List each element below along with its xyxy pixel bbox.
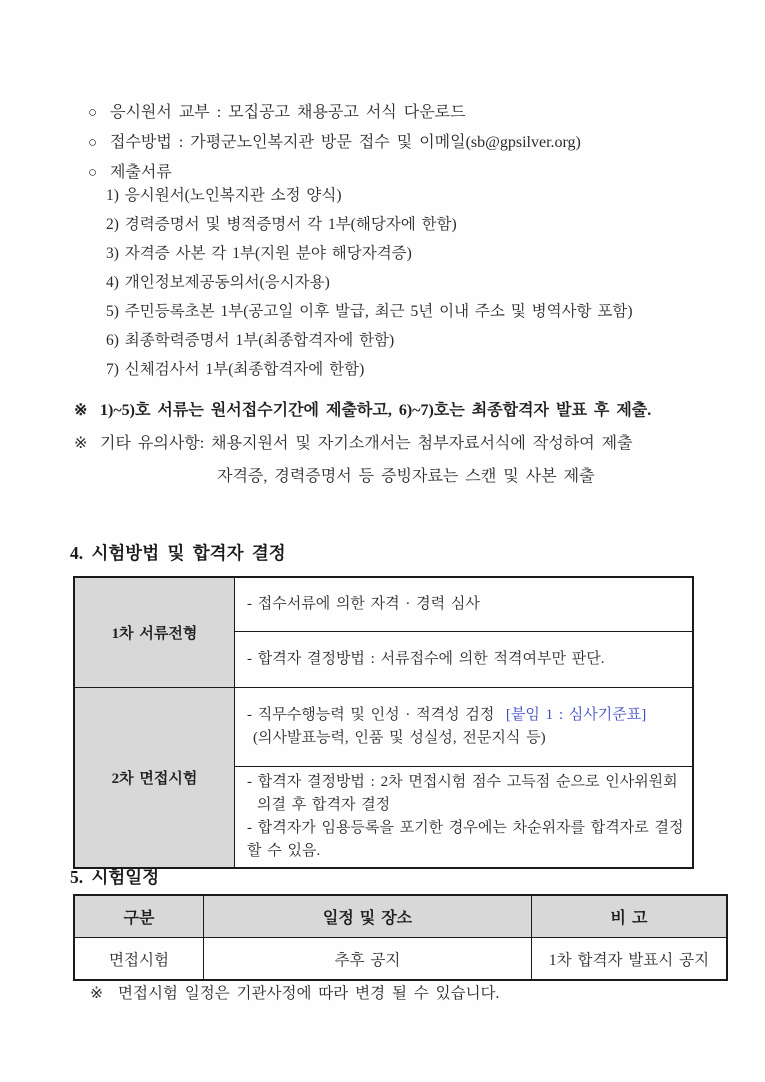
row-label-interview: 2차 면접시험 <box>74 688 235 869</box>
decision-line: 의결 후 합격자 결정 <box>257 797 391 813</box>
circle-bullet-icon: ○ <box>88 105 98 121</box>
asterisk-marker-icon: ※ <box>74 402 88 419</box>
asterisk-marker-icon: ※ <box>74 435 88 452</box>
interview-criteria-detail: (의사발표능력, 인품 및 성실성, 전문지식 등) <box>253 730 546 746</box>
note-text: 기타 유의사항: 채용지원서 및 자기소개서는 첨부자료서식에 작성하여 제출 <box>100 435 633 452</box>
schedule-note <box>90 984 499 1004</box>
note-continuation: 자격증, 경력증명서 등 증빙자료는 스캔 및 사본 제출 <box>217 468 595 485</box>
list-item <box>88 128 581 158</box>
cell-screening-decision: - 합격자 결정방법 : 서류접수에 의한 적격여부만 판단. <box>235 632 694 688</box>
cell-interview-criteria <box>235 688 694 767</box>
cell-interview-decision <box>235 767 694 869</box>
criteria-text: - 직무수행능력 및 인성 · 적격성 검정 <box>247 707 495 723</box>
list-item: 2) 경력증명서 및 병적증명서 각 1부(해당자에 한함) <box>106 216 457 233</box>
section4-title: 4. 시험방법 및 합격자 결정 <box>70 543 286 563</box>
row-label-first-screening: 1차 서류전형 <box>74 577 235 688</box>
cell-screening-review: - 접수서류에 의한 자격 · 경력 심사 <box>235 577 694 632</box>
header-schedule-place: 일정 및 장소 <box>204 895 532 938</box>
notes-block <box>74 394 651 493</box>
attachment-link[interactable]: [붙임 1 : 심사기준표] <box>505 707 647 723</box>
list-item: 3) 자격증 사본 각 1부(지원 분야 해당자격증) <box>106 245 412 262</box>
note-line <box>74 394 651 427</box>
list-item: 6) 최종학력증명서 1부(최종합격자에 한함) <box>106 332 395 349</box>
note-line <box>74 427 651 460</box>
bullet-text: 제출서류 <box>110 164 172 181</box>
schedule-note-text: 면접시험 일정은 기관사정에 따라 변경 될 수 있습니다. <box>118 985 500 1002</box>
list-item <box>88 98 581 128</box>
exam-method-table <box>73 576 694 869</box>
bullet-list <box>88 98 581 188</box>
list-item: 1) 응시원서(노인복지관 소정 양식) <box>106 187 342 204</box>
list-item: 5) 주민등록초본 1부(공고일 이후 발급, 최근 5년 이내 주소 및 병역사항 포함) <box>106 303 633 320</box>
cell-remarks: 1차 합격자 발표시 공지 <box>532 938 728 981</box>
table-row <box>74 577 693 632</box>
note-text: 1)~5)호 서류는 원서접수기간에 제출하고, 6)~7)호는 최종합격자 발표 후 제출. <box>100 402 652 419</box>
list-item: 7) 신체검사서 1부(최종합격자에 한함) <box>106 361 365 378</box>
table-row <box>74 938 727 981</box>
list-item: 4) 개인정보제공동의서(응시자용) <box>106 274 330 291</box>
exam-schedule-table <box>73 894 728 981</box>
decision-line: - 합격자가 임용등록을 포기한 경우에는 차순위자를 합격자로 결정할 수 있음. <box>247 820 684 859</box>
header-remarks: 비 고 <box>532 895 728 938</box>
header-category: 구분 <box>74 895 204 938</box>
circle-bullet-icon: ○ <box>88 135 98 151</box>
bullet-text: 응시원서 교부 : 모집공고 채용공고 서식 다운로드 <box>110 104 466 121</box>
cell-schedule: 추후 공지 <box>204 938 532 981</box>
document-list <box>106 181 632 384</box>
circle-bullet-icon: ○ <box>88 165 98 181</box>
bullet-text: 접수방법 : 가평군노인복지관 방문 접수 및 이메일(sb@gpsilver.org) <box>110 134 581 151</box>
interview-criteria-line <box>247 704 684 727</box>
table-header-row <box>74 895 727 938</box>
table-row <box>74 688 693 767</box>
decision-line: - 합격자 결정방법 : 2차 면접시험 점수 고득점 순으로 인사위원회 <box>247 774 678 790</box>
asterisk-marker-icon: ※ <box>90 985 103 1002</box>
cell-category: 면접시험 <box>74 938 204 981</box>
section5-title: 5. 시험일정 <box>70 867 160 887</box>
